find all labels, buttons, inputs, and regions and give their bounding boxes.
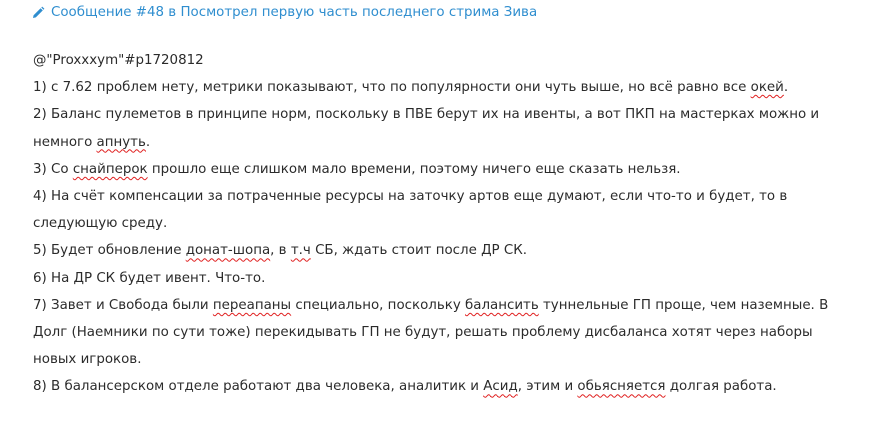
post-line	[33, 373, 868, 400]
post-line	[33, 292, 868, 319]
line-text: 1) с 7.62 проблем нету, метрики показывают, что по популярности они чуть выше, но всё равно все	[33, 80, 751, 96]
misspelled-word: балансить	[465, 297, 539, 313]
misspelled-word: обьясняется	[577, 379, 666, 395]
post-link[interactable]	[31, 3, 537, 23]
line-text: СБ, ждать стоит после ДР СК.	[310, 243, 527, 259]
misspelled-word: донат-шопа	[185, 243, 271, 259]
post-line	[33, 210, 868, 237]
post-line	[33, 129, 868, 156]
quote-reference: @"Proxxxym"#p1720812	[33, 53, 204, 68]
line-text: 5) Будет обновление	[33, 243, 186, 259]
misspelled-word: переапаны	[212, 297, 292, 313]
line-text: 3) Со	[33, 161, 73, 177]
post-line	[33, 346, 868, 373]
misspelled-word: т.ч	[290, 243, 311, 259]
line-text: туннельные ГП проще, чем наземные. В	[538, 297, 829, 313]
line-text: .	[145, 134, 151, 150]
misspelled-word: Асид	[483, 379, 518, 395]
post-line	[33, 74, 868, 101]
line-text: специально, поскольку	[291, 297, 465, 313]
line-text: 8) В балансерском отделе работают два человека, аналитик и	[33, 379, 484, 395]
post-line	[33, 237, 868, 264]
line-text: .	[783, 80, 789, 96]
line-text: новых игроков.	[33, 352, 142, 368]
misspelled-word: апнуть	[96, 134, 146, 150]
post-line	[33, 319, 868, 346]
line-text: 2) Баланс пулеметов в принципе норм, поскольку в ПВЕ берут их на ивенты, а вот ПКП на мастерках можно и	[33, 107, 820, 123]
line-text: долгая работа.	[665, 379, 777, 395]
post-line	[33, 156, 868, 183]
misspelled-word: снайперок	[72, 161, 148, 177]
misspelled-word: окей	[750, 80, 784, 96]
post-link-text: Сообщение #48 в Посмотрел первую часть последнего стрима Зива	[51, 5, 538, 20]
line-text: 6) На ДР СК будет ивент. Что-то.	[33, 270, 266, 286]
pencil-icon	[31, 6, 45, 20]
line-text: следующую среду.	[33, 216, 168, 232]
line-text: , этим и	[517, 379, 578, 395]
post-body	[33, 47, 868, 401]
line-text: немного	[33, 134, 97, 150]
post-line	[33, 183, 868, 210]
line-text: Долг (Наемники по сути тоже) перекидывать ГП не будут, решать проблему дисбаланса хотят через наборы	[33, 325, 813, 341]
line-text: прошло еще слишком мало времени, поэтому ничего еще сказать нельзя.	[147, 161, 681, 177]
post-lines	[33, 74, 868, 400]
line-text: , в	[270, 243, 291, 259]
line-text: 7) Завет и Свобода были	[33, 297, 213, 313]
post-line	[33, 101, 868, 128]
line-text: 4) На счёт компенсации за потраченные ресурсы на заточку артов еще думают, если что-то и будет, то в	[33, 189, 788, 205]
post-line	[33, 265, 868, 292]
